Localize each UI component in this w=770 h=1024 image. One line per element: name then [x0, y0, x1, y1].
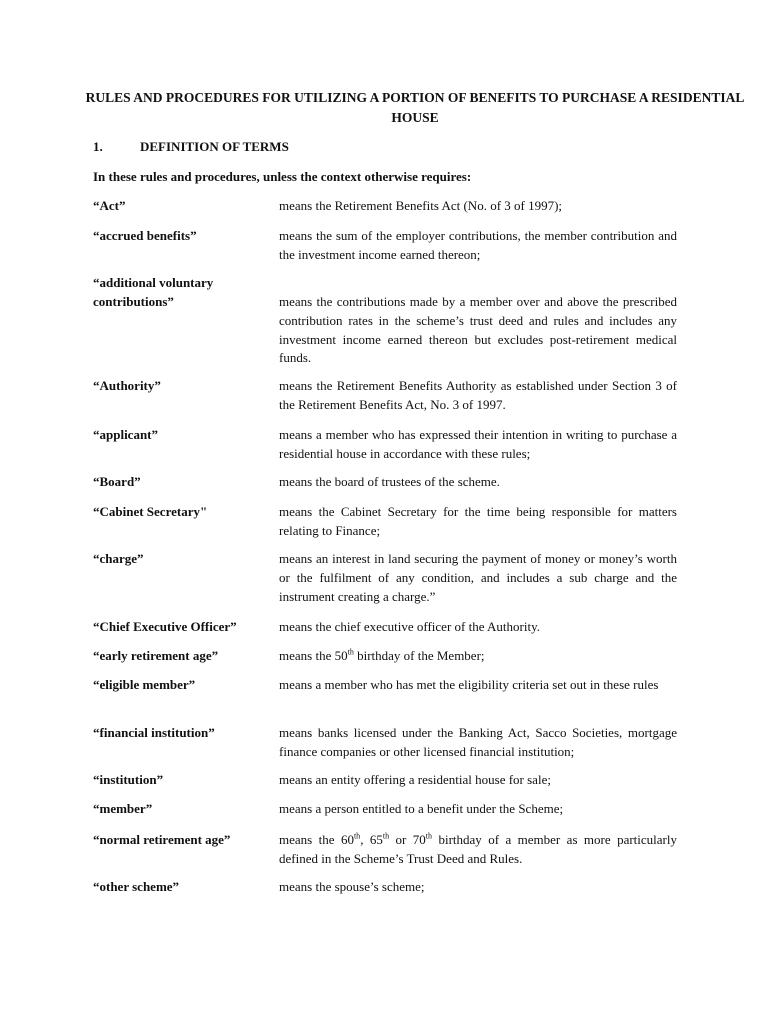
- term-cabinet-secretary: “Cabinet Secretary": [93, 504, 208, 519]
- term-member: “member”: [93, 801, 153, 816]
- definition-cabinet-secretary: means the Cabinet Secretary for the time being responsible for matters relating to Finance;: [279, 504, 677, 538]
- term-act: “Act”: [93, 198, 126, 213]
- definition-nra-a: means the 60: [279, 832, 354, 847]
- definition-applicant: means a member who has expressed their intention in writing to purchase a residential house in accordance with these rules;: [279, 427, 677, 461]
- term-other-scheme: “other scheme”: [93, 879, 180, 894]
- intro-text: In these rules and procedures, unless the context otherwise requires:: [93, 169, 472, 184]
- definition-early-retirement-age-sup: th: [347, 647, 354, 657]
- term-early-retirement-age: “early retirement age”: [93, 648, 219, 663]
- definition-charge: means an interest in land securing the payment of money or money’s worth or the fulfilment of any condition, and includes a sub charge and the instrument creating a charge.”: [279, 551, 677, 604]
- term-applicant: “applicant”: [93, 427, 159, 442]
- definition-nra-d: birthday of a member as more particularly defined in the Scheme’s Trust Deed and Rules.: [279, 832, 677, 866]
- definition-nra-sup-b: th: [382, 831, 390, 841]
- definition-member: means a person entitled to a benefit under the Scheme;: [279, 801, 564, 816]
- definition-early-retirement-age-post: birthday of the Member;: [353, 648, 485, 663]
- definition-nra-b: , 65: [360, 832, 383, 847]
- section-number: 1.: [93, 139, 103, 154]
- term-eligible-member: “eligible member”: [93, 677, 196, 692]
- section-heading: [93, 138, 289, 156]
- definition-early-retirement-age: [279, 647, 677, 666]
- term-authority: “Authority”: [93, 378, 161, 393]
- definition-additional-voluntary-contributions: means the contributions made by a member over and above the prescribed contribution rates in the scheme’s trust deed and rules and includes any investment income earned thereon but excludes post-retirement medical funds.: [279, 294, 677, 366]
- document-title: RULES AND PROCEDURES FOR UTILIZING A PORTION OF BENEFITS TO PURCHASE A RESIDENTIAL HOUSE: [85, 90, 745, 125]
- definition-eligible-member: means a member who has met the eligibility criteria set out in these rules: [279, 677, 659, 692]
- definition-nra-sup-c: th: [425, 831, 433, 841]
- definition-board: means the board of trustees of the scheme.: [279, 474, 500, 489]
- section-title: DEFINITION OF TERMS: [140, 139, 289, 154]
- definition-institution: means an entity offering a residential house for sale;: [279, 772, 551, 787]
- definition-accrued-benefits: means the sum of the employer contributions, the member contribution and the investment income earned thereon;: [279, 228, 677, 262]
- term-board: “Board”: [93, 474, 141, 489]
- definition-chief-executive-officer: means the chief executive officer of the Authority.: [279, 619, 540, 634]
- term-financial-institution: “financial institution”: [93, 725, 215, 740]
- definition-other-scheme: means the spouse’s scheme;: [279, 879, 425, 894]
- term-normal-retirement-age: “normal retirement age”: [93, 832, 231, 847]
- definition-act: means the Retirement Benefits Act (No. of 3 of 1997);: [279, 198, 563, 213]
- term-chief-executive-officer: “Chief Executive Officer”: [93, 619, 237, 634]
- term-additional-voluntary-contributions: “additional voluntary contributions”: [93, 275, 214, 309]
- definition-nra-c: or 70: [389, 832, 426, 847]
- definition-nra-sup-a: th: [353, 831, 361, 841]
- term-institution: “institution”: [93, 772, 164, 787]
- definition-authority: means the Retirement Benefits Authority as established under Section 3 of the Retirement Benefits Act, No. 3 of 1997.: [279, 378, 677, 412]
- term-accrued-benefits: “accrued benefits”: [93, 228, 197, 243]
- term-charge: “charge”: [93, 551, 144, 566]
- definition-early-retirement-age-pre: means the 50: [279, 648, 348, 663]
- definition-normal-retirement-age: [279, 831, 677, 869]
- definition-financial-institution: means banks licensed under the Banking Act, Sacco Societies, mortgage finance companies or other licensed financial institution;: [279, 725, 677, 759]
